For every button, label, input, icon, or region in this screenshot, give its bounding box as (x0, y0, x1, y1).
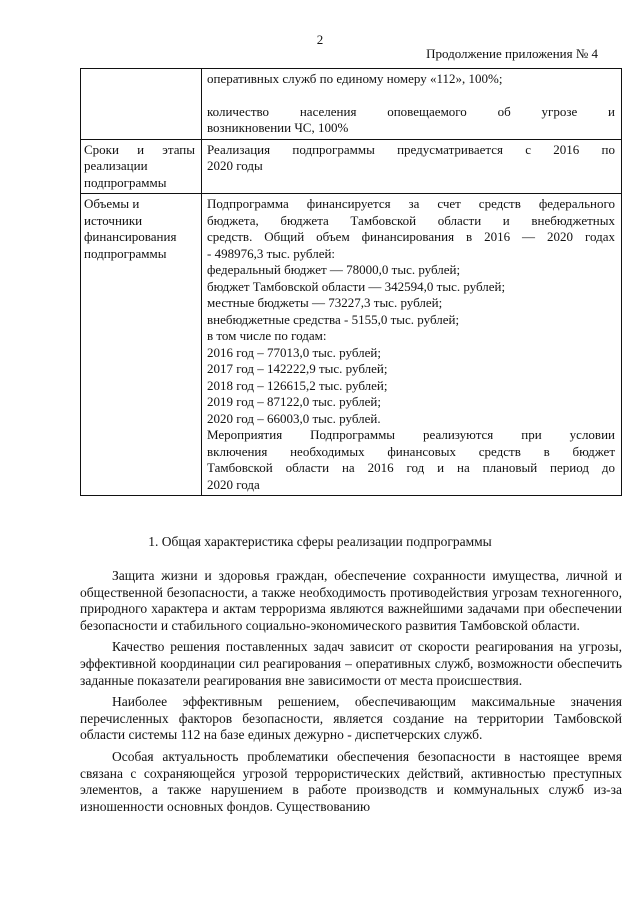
table-row (81, 194, 622, 496)
value-line: - 498976,3 тыс. рублей: (207, 245, 336, 261)
value-line: бюджета, бюджета Тамбовской области и внебюджетных (207, 212, 615, 228)
row-label (81, 69, 202, 140)
row-value (202, 139, 622, 194)
page-number: 2 (316, 32, 324, 47)
value-line: в том числе по годам: (207, 328, 327, 343)
value-line: Подпрограмма финансируется за счет средств федерального (207, 196, 615, 211)
paragraph: Наиболее эффективным решением, обеспечивающим максимальные значения перечисленных факторов безопасности, является создание на территории Тамбовской области системы 112 на базе единых дежурно - диспетчерских служб. (80, 694, 622, 743)
value-line: количество населения оповещаемого об угрозе и (207, 103, 615, 119)
value-line: 2020 года (207, 476, 260, 492)
row-value (202, 69, 622, 140)
row-value (202, 194, 622, 496)
value-line: 2020 годы (207, 158, 263, 173)
paragraph: Качество решения поставленных задач зависит от скорости реагирования на угрозы, эффективной координации сил реагирования – оперативных служб, возможности обеспечить заданные показатели реагирования вне зависимости от места происшествия. (80, 639, 622, 688)
row-label-terms: Сроки и этапы реализации подпрограммы (81, 139, 202, 194)
value-line: оперативных служб по единому номеру «112», 100%; (207, 71, 503, 86)
value-line: Мероприятия Подпрограммы реализуются при условии (207, 427, 615, 442)
value-line: бюджет Тамбовской области — 342594,0 тыс. рублей; (207, 278, 506, 294)
value-line: Тамбовской области на 2016 год и на плановый период до (207, 460, 615, 475)
value-line: федеральный бюджет — 78000,0 тыс. рублей; (207, 262, 461, 277)
table-row (81, 139, 622, 194)
value-line: местные бюджеты — 73227,3 тыс. рублей; (207, 295, 443, 310)
value-line: включения необходимых финансовых средств в бюджет (207, 443, 615, 459)
value-line: 2016 год – 77013,0 тыс. рублей; (207, 344, 381, 360)
section-body (80, 568, 622, 820)
blank-line (207, 88, 615, 104)
appendix-continuation-note: Продолжение приложения № 4 (426, 46, 598, 61)
section-heading: 1. Общая характеристика сферы реализации подпрограммы (148, 534, 492, 549)
paragraph: Защита жизни и здоровья граждан, обеспечение сохранности имущества, личной и общественной безопасности, а также необходимость противодействия угрозам техногенного, природного характера и актам терроризма являются важнейшими задачами при обеспечении безопасности и стабильного социально-экономического развития Тамбовской области. (80, 568, 622, 633)
value-line: 2020 год – 66003,0 тыс. рублей. (207, 410, 381, 426)
paragraph: Особая актуальность проблематики обеспечения безопасности в настоящее время связана с сохраняющейся угрозой террористических действий, активностью преступных элементов, а также нарушением в работе производств и коммунальных служб из-за изношенности основных фондов. Существованию (80, 748, 622, 814)
row-label-funding: Объемы и источники финансирования подпрограммы (81, 194, 202, 496)
value-line: 2017 год – 142222,9 тыс. рублей; (207, 361, 388, 376)
value-line: возникновении ЧС, 100% (207, 120, 349, 135)
value-line: 2019 год – 87122,0 тыс. рублей; (207, 394, 381, 409)
value-line: Реализация подпрограммы предусматривается с 2016 по (207, 141, 615, 157)
value-line: средств. Общий объем финансирования в 2016 — 2020 годах (207, 229, 615, 244)
value-line: внебюджетные средства - 5155,0 тыс. рублей; (207, 311, 460, 327)
subprogram-passport-table (80, 68, 622, 496)
value-line: 2018 год – 126615,2 тыс. рублей; (207, 377, 388, 393)
table-row (81, 69, 622, 140)
